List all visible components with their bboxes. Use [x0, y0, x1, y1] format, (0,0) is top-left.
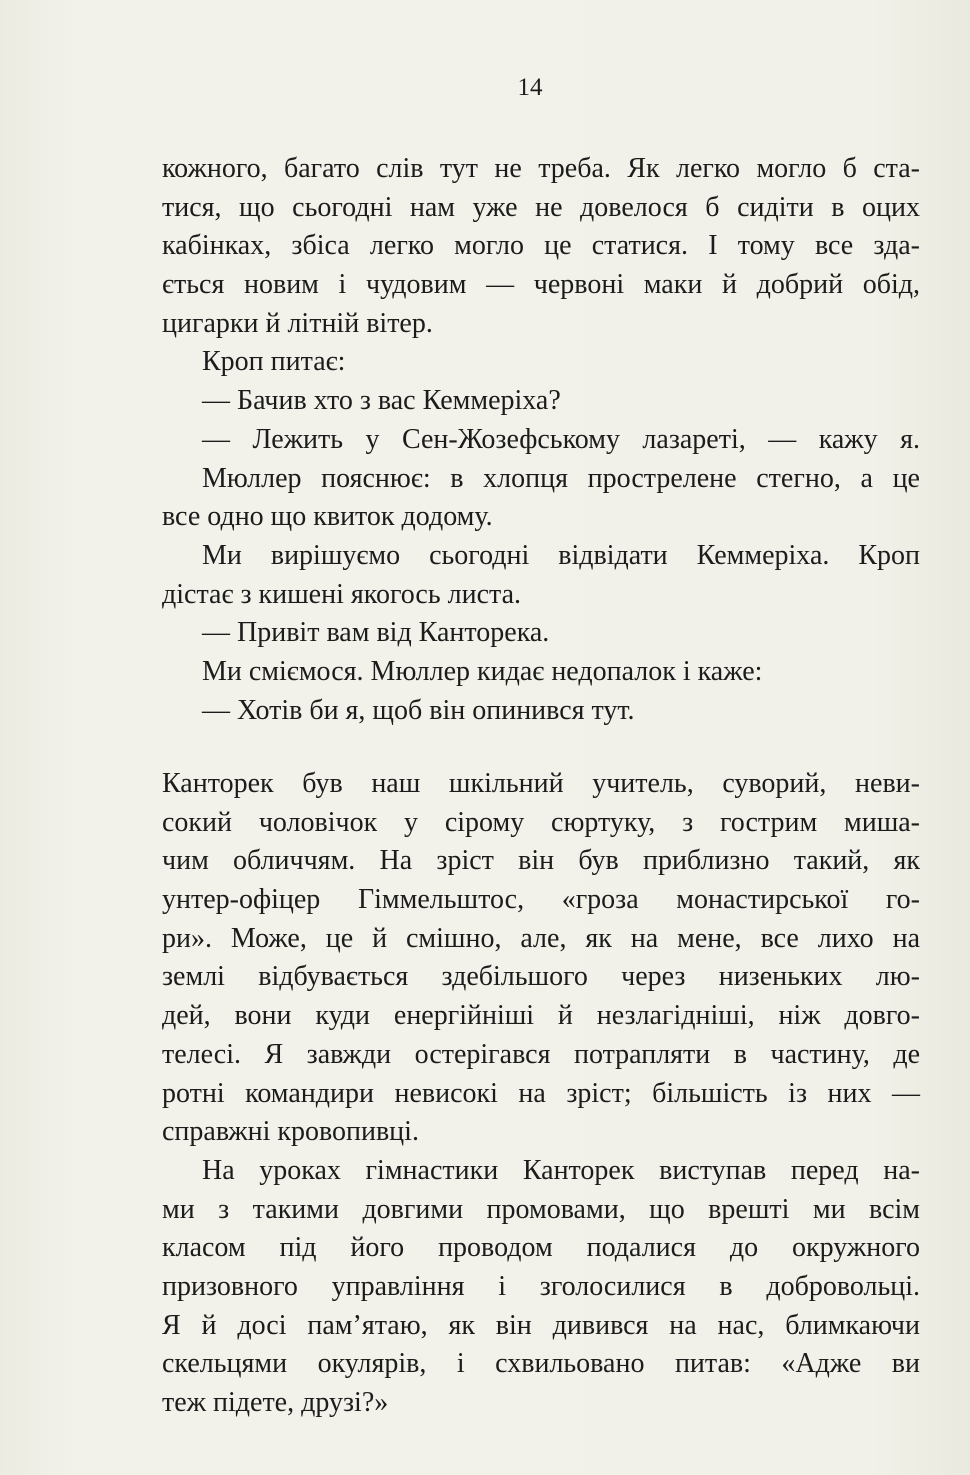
text-line: унтер-офіцер Гіммельштос, «гроза монастирської го-	[162, 884, 920, 916]
text-line: — Привіт вам від Канторека.	[202, 617, 550, 649]
text-line: Я й досі пам’ятаю, як він дивився на нас, блимкаючи	[162, 1309, 920, 1341]
text-line: сокий чоловічок у сірому сюртуку, з гострим миша-	[162, 806, 920, 838]
text-line: кожного, багато слів тут не треба. Як легко могло б ста-	[162, 153, 920, 184]
text-section-1	[162, 150, 920, 730]
text-line: класом під його проводом подалися до окружного	[162, 1232, 920, 1264]
text-line: телесі. Я завжди остерігався потрапляти в частину, де	[162, 1038, 920, 1070]
text-line: цигарки й літній вітер.	[162, 307, 433, 339]
text-line: ри». Може, це й смішно, але, як на мене, все лихо на	[162, 922, 920, 954]
text-line: все одно що квиток додому.	[162, 501, 493, 533]
text-line: — Хотів би я, щоб він опинився тут.	[202, 694, 635, 726]
text-section-2	[162, 765, 920, 1423]
text-line: дей, вони куди енергійніші й незлагідніші, ніж довго-	[162, 1000, 920, 1032]
text-line: дістає з кишені якогось листа.	[162, 578, 522, 610]
text-line: — Лежить у Сен-Жозефському лазареті, — кажу я.	[202, 423, 920, 455]
text-line: кабінках, збіса легко могло це статися. І тому все зда-	[162, 230, 920, 262]
text-line: ротні командири невисокі на зріст; більшість із них —	[162, 1077, 920, 1109]
text-line: землі відбувається здебільшого через низеньких лю-	[162, 961, 920, 993]
text-line: тися, що сьогодні нам уже не довелося б сидіти в оцих	[162, 191, 920, 223]
text-line: — Бачив хто з вас Кеммеріха?	[202, 385, 561, 417]
text-line: чим обличчям. На зріст він був приблизно такий, як	[162, 845, 920, 877]
text-line: Ми вирішуємо сьогодні відвідати Кеммеріха. Кроп	[202, 539, 920, 571]
text-line: ється новим і чудовим — червоні маки й добрий обід,	[162, 269, 920, 301]
text-line: Канторек був наш шкільний учитель, суворий, неви-	[162, 768, 920, 799]
text-line: справжні кровопивці.	[162, 1116, 419, 1148]
text-line: призовного управління і зголосилися в добровольці.	[162, 1270, 920, 1302]
text-line: скельцями окулярів, і схвильовано питав: «Адже ви	[162, 1348, 920, 1380]
text-line: теж підете, друзі?»	[162, 1387, 389, 1418]
text-line: ми з такими довгими промовами, що врешті ми всім	[162, 1193, 920, 1225]
text-line: Мюллер пояснює: в хлопця прострелене стегно, а це	[202, 462, 920, 494]
text-line: На уроках гімнастики Канторек виступав перед на-	[202, 1154, 920, 1186]
page-number: 14	[517, 74, 543, 101]
text-line: Ми сміємося. Мюллер кидає недопалок і каже:	[202, 655, 763, 687]
text-line: Кроп питає:	[202, 346, 346, 378]
